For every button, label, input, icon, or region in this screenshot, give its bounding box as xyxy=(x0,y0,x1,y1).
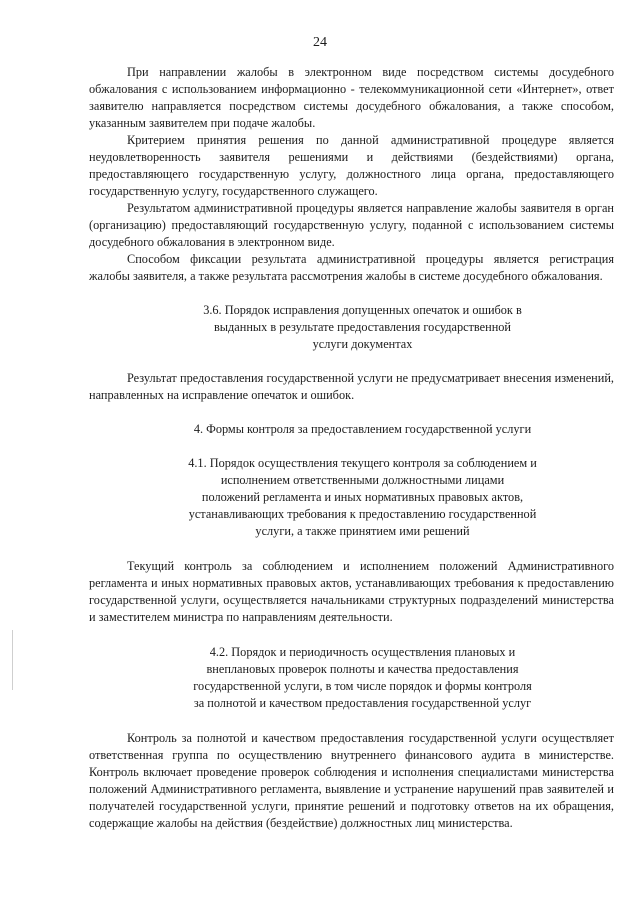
paragraph-procedure-result: Результатом административной процедуры является направление жалобы заявителя в орган (организацию) предоставляющий государственную услугу, поданной с использованием системы досудебного обжалования в электронном виде. xyxy=(89,201,614,249)
spacer xyxy=(89,438,614,455)
paragraph-corrections: Результат предоставления государственной услуги не предусматривает внесения изменений, направленных на исправление опечаток и ошибок. xyxy=(89,371,614,402)
section-heading-4: 4. Формы контроля за предоставлением государственной услуги xyxy=(193,422,532,436)
spacer xyxy=(89,540,614,558)
scan-margin-mark xyxy=(12,630,13,690)
document-body xyxy=(89,64,614,832)
section-heading-3-6: 3.6. Порядок исправления допущенных опечаток и ошибок в выданных в результате предоставления государственной услуги документах xyxy=(203,303,522,351)
paragraph-decision-criterion: Критерием принятия решения по данной административной процедуре является неудовлетворенность заявителя решениями и действиями (бездействиями) органа, предоставляющего государственную услугу, должностного лица органа, предоставляющего государственную услугу, государственного служащего. xyxy=(89,133,614,198)
paragraph-electronic-complaint: При направлении жалобы в электронном виде посредством системы досудебного обжалования с использованием информационно - телекоммуникационной сети «Интернет», ответ заявителю направляется посредством системы досудебного обжалования, а также способом, указанным заявителем при подаче жалобы. xyxy=(89,65,614,130)
spacer xyxy=(89,712,614,730)
spacer xyxy=(89,404,614,421)
paragraph-current-control: Текущий контроль за соблюдением и исполнением положений Административного регламента и иных нормативных правовых актов, устанавливающих требования к предоставлению государственной услуги, осуществляется начальниками структурных подразделений министерства и заместителем министра по направлениям деятельности. xyxy=(89,559,614,624)
section-heading-4-1: 4.1. Порядок осуществления текущего контроля за соблюдением и исполнением ответственными должностными лицами положений регламента и иных нормативных правовых актов, устанавливающих требования к предоставлению государственной услуги, а также принятием ими решений xyxy=(188,456,537,538)
spacer xyxy=(89,285,614,302)
paragraph-result-recording: Способом фиксации результата административной процедуры является регистрация жалобы заявителя, а также результата рассмотрения жалобы в системе досудебного обжалования. xyxy=(89,252,614,283)
section-heading-4-2: 4.2. Порядок и периодичность осуществления плановых и внеплановых проверок полноты и качества предоставления государственной услуги, в том числе порядок и формы контроля за полнотой и качеством предоставления государственной услуг xyxy=(193,645,532,710)
paragraph-quality-control: Контроль за полнотой и качеством предоставления государственной услуги осуществляет ответственная группа по осуществлению внутреннего финансового аудита в министерстве. Контроль включает проведение проверок соблюдения и исполнения специалистами министерства положений Административного регламента, выявление и устранение нарушений прав заявителей и получателей государственной услуги, принятие решений и подготовку ответов на их обращения, содержащие жалобы на действия (бездействие) должностных лиц министерства. xyxy=(89,731,614,830)
spacer xyxy=(89,353,614,370)
page-number: 24 xyxy=(313,35,327,50)
spacer xyxy=(89,626,614,644)
